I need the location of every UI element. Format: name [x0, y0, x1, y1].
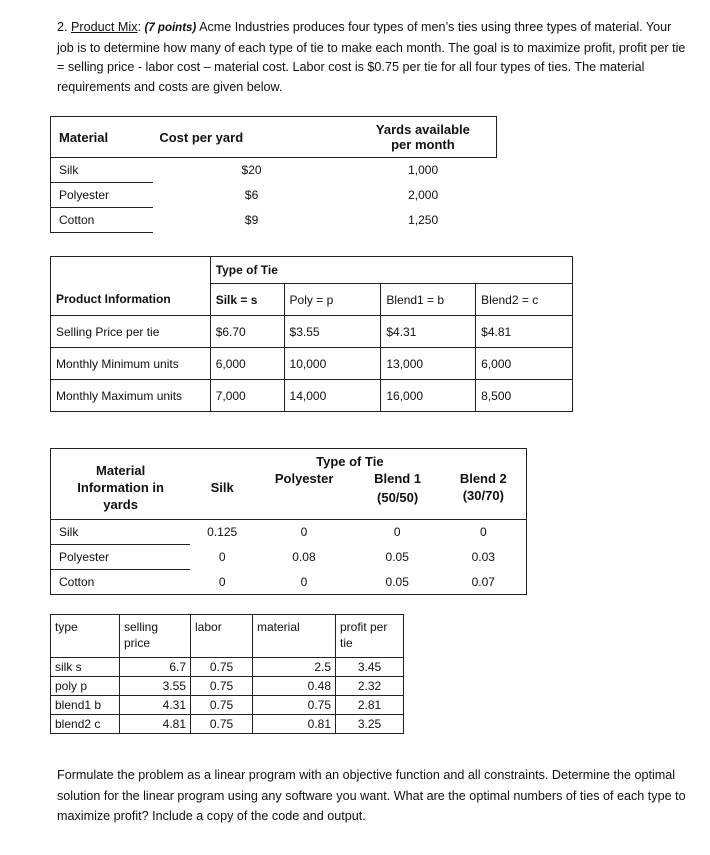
- header-material: Material: [51, 117, 154, 158]
- cell-value: $6.70: [210, 316, 284, 348]
- type-polyester-blend1-header: [254, 449, 440, 520]
- tie-type: blend1 b: [51, 696, 120, 715]
- instructions-paragraph: Formulate the problem as a linear program with an objective function and all constraints. Determine the optimal solution for the linear program using any software you want. What are the optimal numbers of ties of each type to maximize profit? Include a copy of the code and output.: [57, 768, 686, 823]
- material-cost: 0.75: [253, 696, 336, 715]
- profit-per-tie: 3.45: [336, 658, 404, 677]
- blend1-ratio: (50/50): [377, 490, 419, 505]
- table-row: [51, 715, 404, 734]
- selling-price: 4.31: [120, 696, 191, 715]
- cell-value: 0: [218, 574, 226, 589]
- material-cost: $20: [241, 163, 262, 178]
- cell-value: 6,000: [476, 348, 573, 380]
- header-cost-per-yard: Cost per yard: [153, 117, 349, 158]
- table-row: [51, 380, 573, 412]
- header-type: type: [51, 615, 120, 658]
- col-silk: Silk = s: [210, 284, 284, 316]
- header-labor: labor: [191, 615, 253, 658]
- cell-value: 14,000: [284, 380, 381, 412]
- profit-per-tie: 3.25: [336, 715, 404, 734]
- material-cost-table: [50, 116, 497, 233]
- col-blend1: Blend1 = b: [381, 284, 476, 316]
- header-profit-per-tie: profit per tie: [336, 615, 404, 658]
- table-row: [51, 658, 404, 677]
- header-selling-price: selling price: [120, 615, 191, 658]
- tie-type: silk s: [51, 658, 120, 677]
- problem-text: Acme Industries produces four types of men’s ties using three types of material. Your job is to determine how many of each type of tie to make each month. The goal is to maximize profit, profit per tie = selling price - labor cost – material cost. Labor cost is $0.75 per tie for all four types of ties. The material requirements and costs are given below.: [57, 20, 686, 94]
- tie-type: poly p: [51, 677, 120, 696]
- table-row: [51, 570, 527, 595]
- labor-cost: 0.75: [191, 715, 253, 734]
- title-colon: :: [137, 20, 145, 34]
- product-info-table: [50, 256, 573, 412]
- type-of-tie-label: Type of Tie: [316, 454, 384, 469]
- cell-value: 0: [300, 525, 308, 540]
- cell-value: $3.55: [284, 316, 381, 348]
- cell-value: 13,000: [381, 348, 476, 380]
- material-name: Cotton: [51, 208, 154, 233]
- material-cost: $6: [244, 188, 259, 202]
- table-row: [51, 348, 573, 380]
- row-label: Polyester: [51, 545, 191, 570]
- col-blend2: Blend 2 (30/70): [441, 449, 527, 520]
- row-label: Monthly Minimum units: [51, 348, 211, 380]
- labor-cost: 0.75: [191, 658, 253, 677]
- cell-value: $4.31: [381, 316, 476, 348]
- cell-value: 0.05: [385, 574, 409, 589]
- row-label: Selling Price per tie: [51, 316, 211, 348]
- material-cost: 0.81: [253, 715, 336, 734]
- selling-price: 4.81: [120, 715, 191, 734]
- profit-table: [50, 614, 404, 734]
- table-row: [51, 696, 404, 715]
- row-label: Cotton: [51, 570, 191, 595]
- table-row: [51, 208, 497, 233]
- cell-value: $4.81: [476, 316, 573, 348]
- col-polyester: Polyester: [274, 471, 334, 486]
- labor-cost: 0.75: [191, 677, 253, 696]
- product-information-header: Product Information: [51, 284, 211, 316]
- material-name: Polyester: [51, 183, 154, 208]
- cell-value: 7,000: [210, 380, 284, 412]
- col-blend1: Blend 1: [374, 471, 422, 486]
- profit-per-tie: 2.81: [336, 696, 404, 715]
- cell-value: 0: [393, 525, 401, 540]
- header-yards-available: Yards available per month: [350, 117, 497, 158]
- material-cost: 0.48: [253, 677, 336, 696]
- cell-value: 8,500: [476, 380, 573, 412]
- cell-value: 0.125: [207, 525, 238, 540]
- empty-cell: [51, 257, 211, 284]
- tie-type: blend2 c: [51, 715, 120, 734]
- table-row: [51, 158, 497, 183]
- table-row: [51, 520, 527, 545]
- cell-value: 0: [479, 525, 487, 540]
- cell-value: 0.07: [471, 574, 495, 589]
- col-blend2: Blend2 = c: [476, 284, 573, 316]
- selling-price: 6.7: [120, 658, 191, 677]
- cell-value: 0.03: [471, 550, 495, 564]
- problem-title: Product Mix: [71, 20, 138, 34]
- table-row: [51, 316, 573, 348]
- points-label: (7 points): [144, 22, 197, 34]
- cell-value: 16,000: [381, 380, 476, 412]
- row-label: Monthly Maximum units: [51, 380, 211, 412]
- cell-value: 0.08: [292, 550, 316, 564]
- labor-cost: 0.75: [191, 696, 253, 715]
- table-row: [51, 545, 527, 570]
- material-cost: 2.5: [253, 658, 336, 677]
- problem-statement: [57, 18, 687, 97]
- cell-value: 6,000: [210, 348, 284, 380]
- header-material: material: [253, 615, 336, 658]
- cell-value: 0.05: [385, 550, 409, 564]
- col-poly: Poly = p: [284, 284, 381, 316]
- cell-value: 0: [300, 574, 308, 589]
- table-row: [51, 677, 404, 696]
- type-of-tie-header: Type of Tie: [210, 257, 572, 284]
- material-cost: $9: [244, 213, 259, 227]
- material-yards: 2,000: [408, 188, 439, 202]
- row-label: Silk: [51, 520, 191, 545]
- problem-number: 2.: [57, 20, 72, 34]
- col-silk: Silk: [190, 449, 254, 520]
- cell-value: 10,000: [284, 348, 381, 380]
- material-information-header: Material Information in yards: [51, 449, 191, 520]
- material-yards: 1,250: [408, 213, 439, 227]
- material-requirements-table: [50, 448, 527, 595]
- table-row: [51, 183, 497, 208]
- cell-value: 0: [218, 550, 226, 564]
- profit-per-tie: 2.32: [336, 677, 404, 696]
- material-name: Silk: [51, 158, 154, 183]
- material-yards: 1,000: [408, 163, 439, 178]
- selling-price: 3.55: [120, 677, 191, 696]
